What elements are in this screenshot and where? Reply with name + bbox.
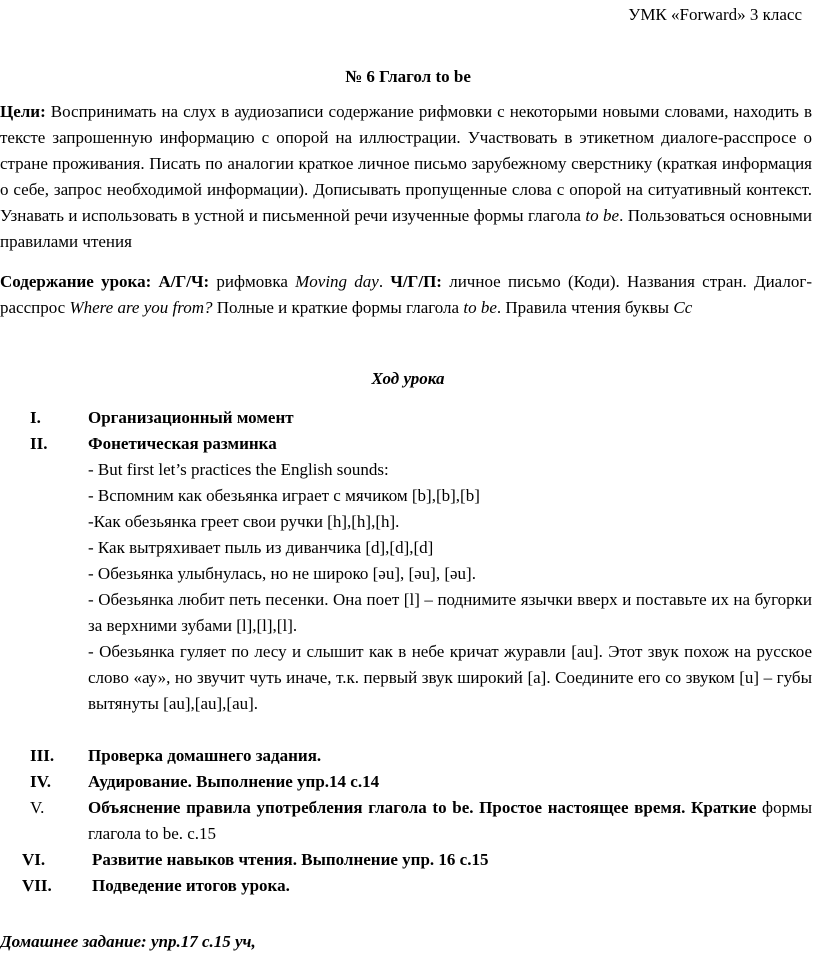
plan-item-3: [0, 743, 812, 769]
plan-item-5-text-regular: формы глагола to be. с.15: [88, 798, 812, 843]
content-where-from: Where are you from?: [69, 298, 213, 317]
goals-paragraph: [0, 99, 812, 255]
goals-to-be: to be: [585, 206, 620, 225]
plan-item-1: [0, 405, 812, 431]
plan-item-5-text-bold: Объяснение правила употребления глагола to be. Простое настоящее время. Краткие: [88, 798, 757, 817]
content-text-5: . Правила чтения буквы: [496, 298, 674, 317]
goals-text-1: Воспринимать на слух в аудиозаписи содержание рифмовки с некоторыми новыми словами, находить в тексте запрошенную информацию с опорой на иллюстрации. Участвовать в этикетном диалоге-расспросе о стране проживания. Писать по аналогии краткое личное письмо зарубежному сверстнику (краткая информация о себе, запрос необходимой информации). Дописывать пропущенные слова с опорой на ситуативный контекст. Узнавать и использовать в устной и письменной речи изученные формы глагола: [0, 102, 812, 225]
content-paragraph: [0, 269, 812, 321]
course-header: УМК «Forward» 3 класс: [628, 5, 802, 24]
lesson-plan: [0, 405, 812, 899]
homework-line: Домашнее задание: упр.17 с.15 уч,: [0, 932, 256, 951]
plan-item-5: [0, 795, 812, 847]
plan-item-7: [0, 873, 812, 899]
plan-item-6-text: Развитие навыков чтения. Выполнение упр. 16 с.15: [92, 850, 489, 869]
content-text-4: Полные и краткие формы глагола: [212, 298, 464, 317]
plan-item-6-number: VI.: [22, 850, 46, 869]
content-text-3: личное письмо (Коди). Названия стран. Диалог-расспрос: [0, 272, 812, 317]
plan-item-1-number: I.: [30, 408, 41, 427]
phonetics-list: [0, 457, 812, 717]
phonetics-line: - Обезьянка гуляет по лесу и слышит как в небе кричат журавли [au]. Этот звук похож на русское слово «ау», но звучит чуть иначе, т.к. первый звук широкий [a]. Соедините его со звуком [u] – губы вытянуты [au],[au],[au].: [88, 642, 812, 713]
content-label-2: Ч/Г/П:: [390, 272, 442, 291]
goals-label: Цели:: [0, 102, 46, 121]
content-text-1: рифмовка: [209, 272, 296, 291]
goals-text-2: . Пользоваться основными правилами чтения: [0, 206, 812, 251]
plan-item-7-text: Подведение итогов урока.: [92, 876, 290, 895]
content-to-be: to be: [463, 298, 497, 317]
phonetics-line: - Обезьянка улыбнулась, но не широко [əu], [əu], [əu].: [88, 564, 476, 583]
plan-item-7-number: VII.: [22, 876, 52, 895]
plan-item-1-text: Организационный момент: [88, 408, 294, 427]
phonetics-line: - Обезьянка любит петь песенки. Она поет [l] – поднимите язычки вверх и поставьте их на бугорки за верхними зубами [l],[l],[l].: [88, 590, 812, 635]
phonetics-line: - But first let’s practices the English sounds:: [88, 460, 389, 479]
plan-item-4: [0, 769, 812, 795]
phonetics-line: - Вспомним как обезьянка играет с мячиком [b],[b],[b]: [88, 486, 480, 505]
plan-item-6: [0, 847, 812, 873]
content-cc: Cc: [673, 298, 693, 317]
content-moving-day: Moving day: [295, 272, 379, 291]
plan-item-3-text: Проверка домашнего задания.: [88, 746, 322, 765]
phonetics-line: -Как обезьянка греет свои ручки [h],[h],[h].: [88, 512, 400, 531]
plan-item-4-text: Аудирование. Выполнение упр.14 с.14: [88, 772, 380, 791]
course-of-lesson-title: Ход урока: [371, 369, 445, 388]
content-label: Содержание урока: А/Г/Ч:: [0, 272, 210, 291]
content-text-2: .: [378, 272, 391, 291]
plan-item-3-number: III.: [30, 746, 55, 765]
plan-item-2: [0, 431, 812, 457]
plan-item-4-number: IV.: [30, 772, 51, 791]
phonetics-line: - Как вытряхивает пыль из диванчика [d],[d],[d]: [88, 538, 434, 557]
lesson-title: № 6 Глагол to be: [345, 67, 471, 86]
spacer: [0, 717, 812, 743]
plan-item-5-number: V.: [30, 798, 45, 817]
plan-item-2-number: II.: [30, 434, 48, 453]
plan-item-2-text: Фонетическая разминка: [88, 434, 277, 453]
